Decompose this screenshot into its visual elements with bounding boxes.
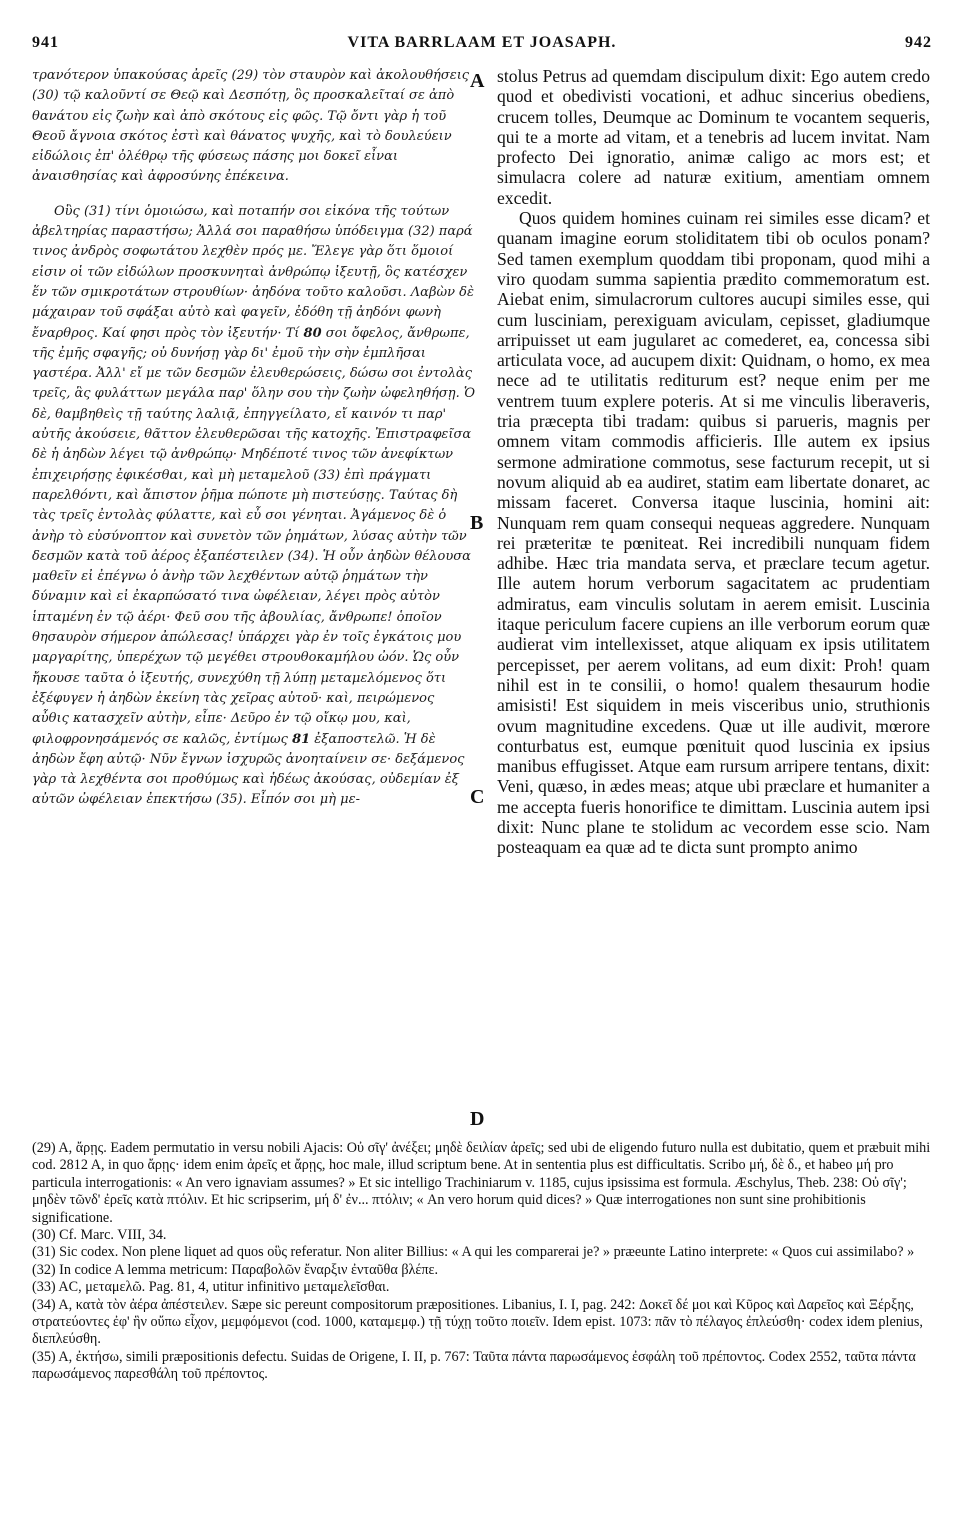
footnote-33: (33) AC, μεταμελῶ. Pag. 81, 4, utitur infinitivo μεταμελεῖσθαι.	[32, 1279, 390, 1296]
footnotes	[32, 1140, 932, 1384]
running-title: VITA BARRLAAM ET JOASAPH.	[347, 34, 617, 51]
footnote-29: (29) A, ἄρῃς. Eadem permutatio in versu nobili Ajacis: Οὐ σῖγ' ἀνέξει; μηδὲ δειλίαν ἀρεῖς; sed ubi de eligendo futuro nulla est dubitatio, quem et præbuit mihi cod. 2812 A, in quo ἄρῃς· idem enim ἀρεῖς et ἄρῃς, hoc male, illud scriptum bene. At in sententia plus est difficultatis. Scribo μή, δὲ δ., et habeo μή pro particula interrogationis: « An vero ignaviam assumes? » Et sic intelligo Trachiniarum v. 1185, cujus ipsissima est formula. Æschylus, Theb. 238: Οὐ σῖγ'; μηδὲν τῶνδ' ἐρεῖς κατὰ πτόλιν. Et hic scripserim, μή δ' ἐν... πτόλιν; « An vero horum quid dices? » Quæ interrogationes non sunt sine prohibitionis significatione.	[32, 1140, 931, 1226]
footnote-31: (31) Sic codex. Non plene liquet ad quos οὓς referatur. Non aliter Billius: « A qui les comparerai je? » præeunte Latino interprete: « Quos cui assimilabo? »	[32, 1244, 915, 1261]
footnote-32: (32) In codice A lemma metricum: Παραβολῶν ἔναρξιν ἐνταῦθα βλέπε.	[32, 1261, 439, 1278]
latin-column	[497, 66, 930, 1126]
page-number-right: 942	[905, 34, 932, 51]
latin-paragraph-1: stolus Petrus ad quemdam discipulum dixit: Ego autem credo quod et obedivisti vocationi, et adhuc sincerius obediens, crucem tolles, Deumque ac Dominum te vocantem sequeris, qui te a morte ad vitam, et a tenebris ad lucem invitat. Nam profecto Dei ignoratio, animæ caligo ac mors est; et simulacra colere ad naturæ exitium, amentiam omnem excedit.	[497, 66, 930, 208]
margin-letter-d: D	[470, 1108, 485, 1130]
greek-paragraph-1: τρανότερον ὑπακούσας ἀρεῖς (29) τὸν σταυρὸν καὶ ἀκολουθήσεις (30) τῷ καλοῦντί σε Θεῷ καὶ Δεσπότῃ, ὃς προσκαλεῖταί σε ἀπὸ θανάτου εἰς ζωὴν καὶ ἀπὸ σκότους εἰς φῶς. Τῷ ὄντι γὰρ ἡ τοῦ Θεοῦ ἄγνοια σκότος ἐστὶ καὶ θάνατος ψυχῆς, καὶ τὸ δουλεύειν εἰδώλοις ἐπ' ὀλέθρῳ τῆς φύσεως πάσης μοι δοκεῖ εἶναι ἀναισθησίας καὶ ἀφροσύνης ἐπέκεινα.	[32, 68, 470, 185]
greek-paragraph-2	[32, 202, 475, 811]
footnote-30: (30) Cf. Marc. VIII, 34.	[32, 1227, 167, 1244]
page-marker-80: 80	[303, 325, 322, 341]
margin-letter-b: B	[470, 512, 484, 534]
greek-paragraph-2-part-a: Οὓς (31) τίνι ὁμοιώσω, καὶ ποταπήν σοι εἰκόνα τῆς τούτων ἀβελτηρίας παραστήσω; Ἀλλά σοι παραθήσω ὑπόδειγμα (32) παρά τινος ἀνδρὸς σοφωτάτου λεχθὲν πρός με. Ἔλεγε γὰρ ὅτι ὅμοιοί εἰσιν οἱ τῶν εἰδώλων προσκυνηταὶ ἀνθρώπῳ ἰξευτῇ, ὃς κατέσχεν ἕν τῶν σμικροτάτων στρουθίων· ἀηδόνα τοῦτο καλοῦσι. Λαβὼν δὲ μάχαιραν τοῦ σφάξαι αὐτὸ καὶ φαγεῖν, ἐδόθη τῇ ἀηδόνι φωνὴ ἔναρθρος. Καί φησι πρὸς τὸν ἰξευτήν· Τί	[32, 203, 474, 341]
footnote-34: (34) A, κατὰ τὸν ἀέρα ἀπέστειλεν. Sæpe sic pereunt compositorum præpositiones. Libanius, I. I, pag. 242: Δοκεῖ δέ μοι καὶ Κῦρος καὶ Δαρεῖος καὶ Ξέρξης, στρατεύοντες ἐφ' ἣν οὔπω εἶχον, μεμφόμενοι (cod. 1000, καταμεμφ.) τῇ τύχῃ τοῦτο ποιεῖν. Idem epist. 1073: πᾶν τὸ πέλαγος ἐπλεύσθη· codex idem plenius, διεπλεύσθη.	[32, 1296, 923, 1348]
greek-paragraph-2-part-c: ἐξαποστελῶ. Ἡ δὲ ἀηδὼν ἔφη αὐτῷ· Νῦν ἔγνων ἰσχυρῶς ἀνοηταίνειν σε· δεξάμενος γὰρ τὰ λεχθέντα σοι προθύμως καὶ ἡδέως ἀκούσας, οὐδεμίαν ἐξ αὐτῶν ὠφέλειαν ἐπεκτήσω (35). Εἶπόν σοι μὴ με-	[32, 731, 465, 808]
page-number-left: 941	[32, 34, 59, 51]
latin-paragraph-2: Quos quidem homines cuinam rei similes esse dicam? et quanam imagine eorum stoliditatem tibi ob oculos ponam? Sed tamen exemplum quoddam tibi proponam, quod mihi a viro quodam summa sapientia prædito commemoratum est. Aiebat enim, simulacrorum cultores aucupi similes esse, qui cum lusciniam, perexiguam aviculam, cepisset, gladiumque arripuisset ut eam jugularet ac comederet, ea, concessa sibi articulata voce, ad aucupem dixit: Quidnam, o homo, ex mea nece ad te utilitatis rediturum est? neque enim per me ventrem tuum explere poteris. At si me vinculis liberaveris, tria præcepta tibi tradam: quibus si parueris, magnis per omnem vitam commodis afficieris. Ille autem ex ipsius sermone admiratione commotus, sese facturum recepit, ut si novum aliquid ab ea audiret, statim eam libertate donaret, ac missam faceret. Conversa itaque luscinia, homini ait: Nunquam rem quam consequi nequeas aggredere. Nunquam rei præteritæ te pœniteat. Rei incredibili nunquam fidem adhibe. Hæc tria mandata serva, et præclare tecum agetur. Ille autem horum verborum sagacitatem ac prudentiam admiratus, eam vinculis solutam in aerem emisit. Luscinia itaque periculum facere cupiens an ille verborum eorum quæ audierat vim intellexisset, atque aliquam ex ipsis utilitatem percepisset, per aerem volitans, ad eum dixit: Proh! quam nihil est in te consilii, o homo! qualem thesaurum hodie amisisti! Est siquidem in meis visceribus unio, struthionis ovum magnitudine excedens. Quæ ut ille audivit, mœrore conturbatus est, eumque pœnituit quod luscinia ex ipsius manibus effugisset. Atque eam rursum arripere tentans, dixit: Veni, quæso, in ædes meas; atque ubi præclare et humaniter a me accepta fueris honorifice te dimittam. Luscinia autem ipsi dixit: Nunc plane te stolidum ac vecordem esse scio. Nam posteaquam ea quæ ad te dicta sunt prompto animo	[497, 208, 930, 858]
greek-column	[32, 66, 475, 1126]
page-header	[32, 34, 932, 58]
greek-paragraph-2-part-b: σοι ὄφελος, ἄνθρωπε, τῆς ἐμῆς σφαγῆς; οὐ δυνήσῃ γὰρ δι' ἐμοῦ τὴν σὴν ἐμπλῆσαι γαστέρα. Ἀλλ' εἴ με τῶν δεσμῶν ἐλευθερώσεις, δώσω σοι ἐντολὰς τρεῖς, ἃς φυλάττων μεγάλα παρ' ὅλην σου τὴν ζωὴν ὠφεληθήσῃ. Ὁ δὲ, θαμβηθεὶς τῇ ταύτης λαλιᾷ, ἐπηγγείλατο, εἴ καινόν τι παρ' αὐτῆς ἀκούσειε, θᾶττον ἐλευθερῶσαι τῆς κατοχῆς. Ἐπιστραφεῖσα δὲ ἡ ἀηδὼν λέγει τῷ ἀνθρώπῳ· Μηδέποτέ τινος τῶν ἀνεφίκτων ἐπιχειρήσῃς ἐφικέσθαι, καὶ μὴ μεταμελοῦ (33) ἐπὶ πράγματι παρελθόντι, καὶ ἄπιστον ῥῆμα πώποτε μὴ πιστεύσῃς. Ταύτας δὴ τὰς τρεῖς ἐντολὰς φύλαττε, καὶ εὖ σοι γένηται. Ἀγάμενος δὲ ὁ ἀνὴρ τὸ εὐσύνοπτον καὶ συνετὸν τῶν ῥημάτων, λύσας αὐτὴν τῶν δεσμῶν κατὰ τοῦ ἀέρος ἐξαπέστειλεν (34). Ἡ οὖν ἀηδὼν θέλουσα μαθεῖν εἰ ἐπέγνω ὁ ἀνὴρ τῶν λεχθέντων αὐτῷ ῥημάτων τὴν δύναμιν καὶ εἰ ἐκαρπώσατό τινα ὠφέλειαν, λέγει πρὸς αὐτὸν ἱπταμένη ἐν τῷ ἀέρι· Φεῦ σου τῆς ἀβουλίας, ἄνθρωπε! ὁποῖον θησαυρὸν σήμερον ἀπώλεσας! ὑπάρχει γὰρ ἐν τοῖς ἐγκάτοις μου μαργαρίτης, ὑπερέχων τῷ μεγέθει στρουθοκαμήλου ὠόν. Ὡς οὖν ἤκουσε ταῦτα ὁ ἰξευτής, συνεχύθη τῇ λύπῃ μεταμελόμενος ὅτι ἐξέφυγεν ἡ ἀηδὼν ἐκείνη τὰς χεῖρας αὐτοῦ· καὶ, πειρώμενος αὖθις κατασχεῖν αὐτὴν, εἶπε· Δεῦρο ἐν τῷ οἴκῳ μου, καὶ, φιλοφρονησάμενός σε καλῶς, ἐντίμως	[32, 325, 475, 747]
margin-letter-a: A	[470, 70, 485, 92]
footnote-35: (35) A, ἐκτήσω, simili præpositionis defectu. Suidas de Origene, I. II, p. 767: Ταῦτα πάντα παρωσάμενος ἐσφάλη τοῦ πρέποντος. Codex 2552, ταῦτα πάντα παρωσάμενος παρεσθάλη τοῦ πρέποντος.	[32, 1348, 916, 1383]
margin-letter-c: C	[470, 786, 485, 808]
page-marker-81: 81	[292, 731, 311, 747]
